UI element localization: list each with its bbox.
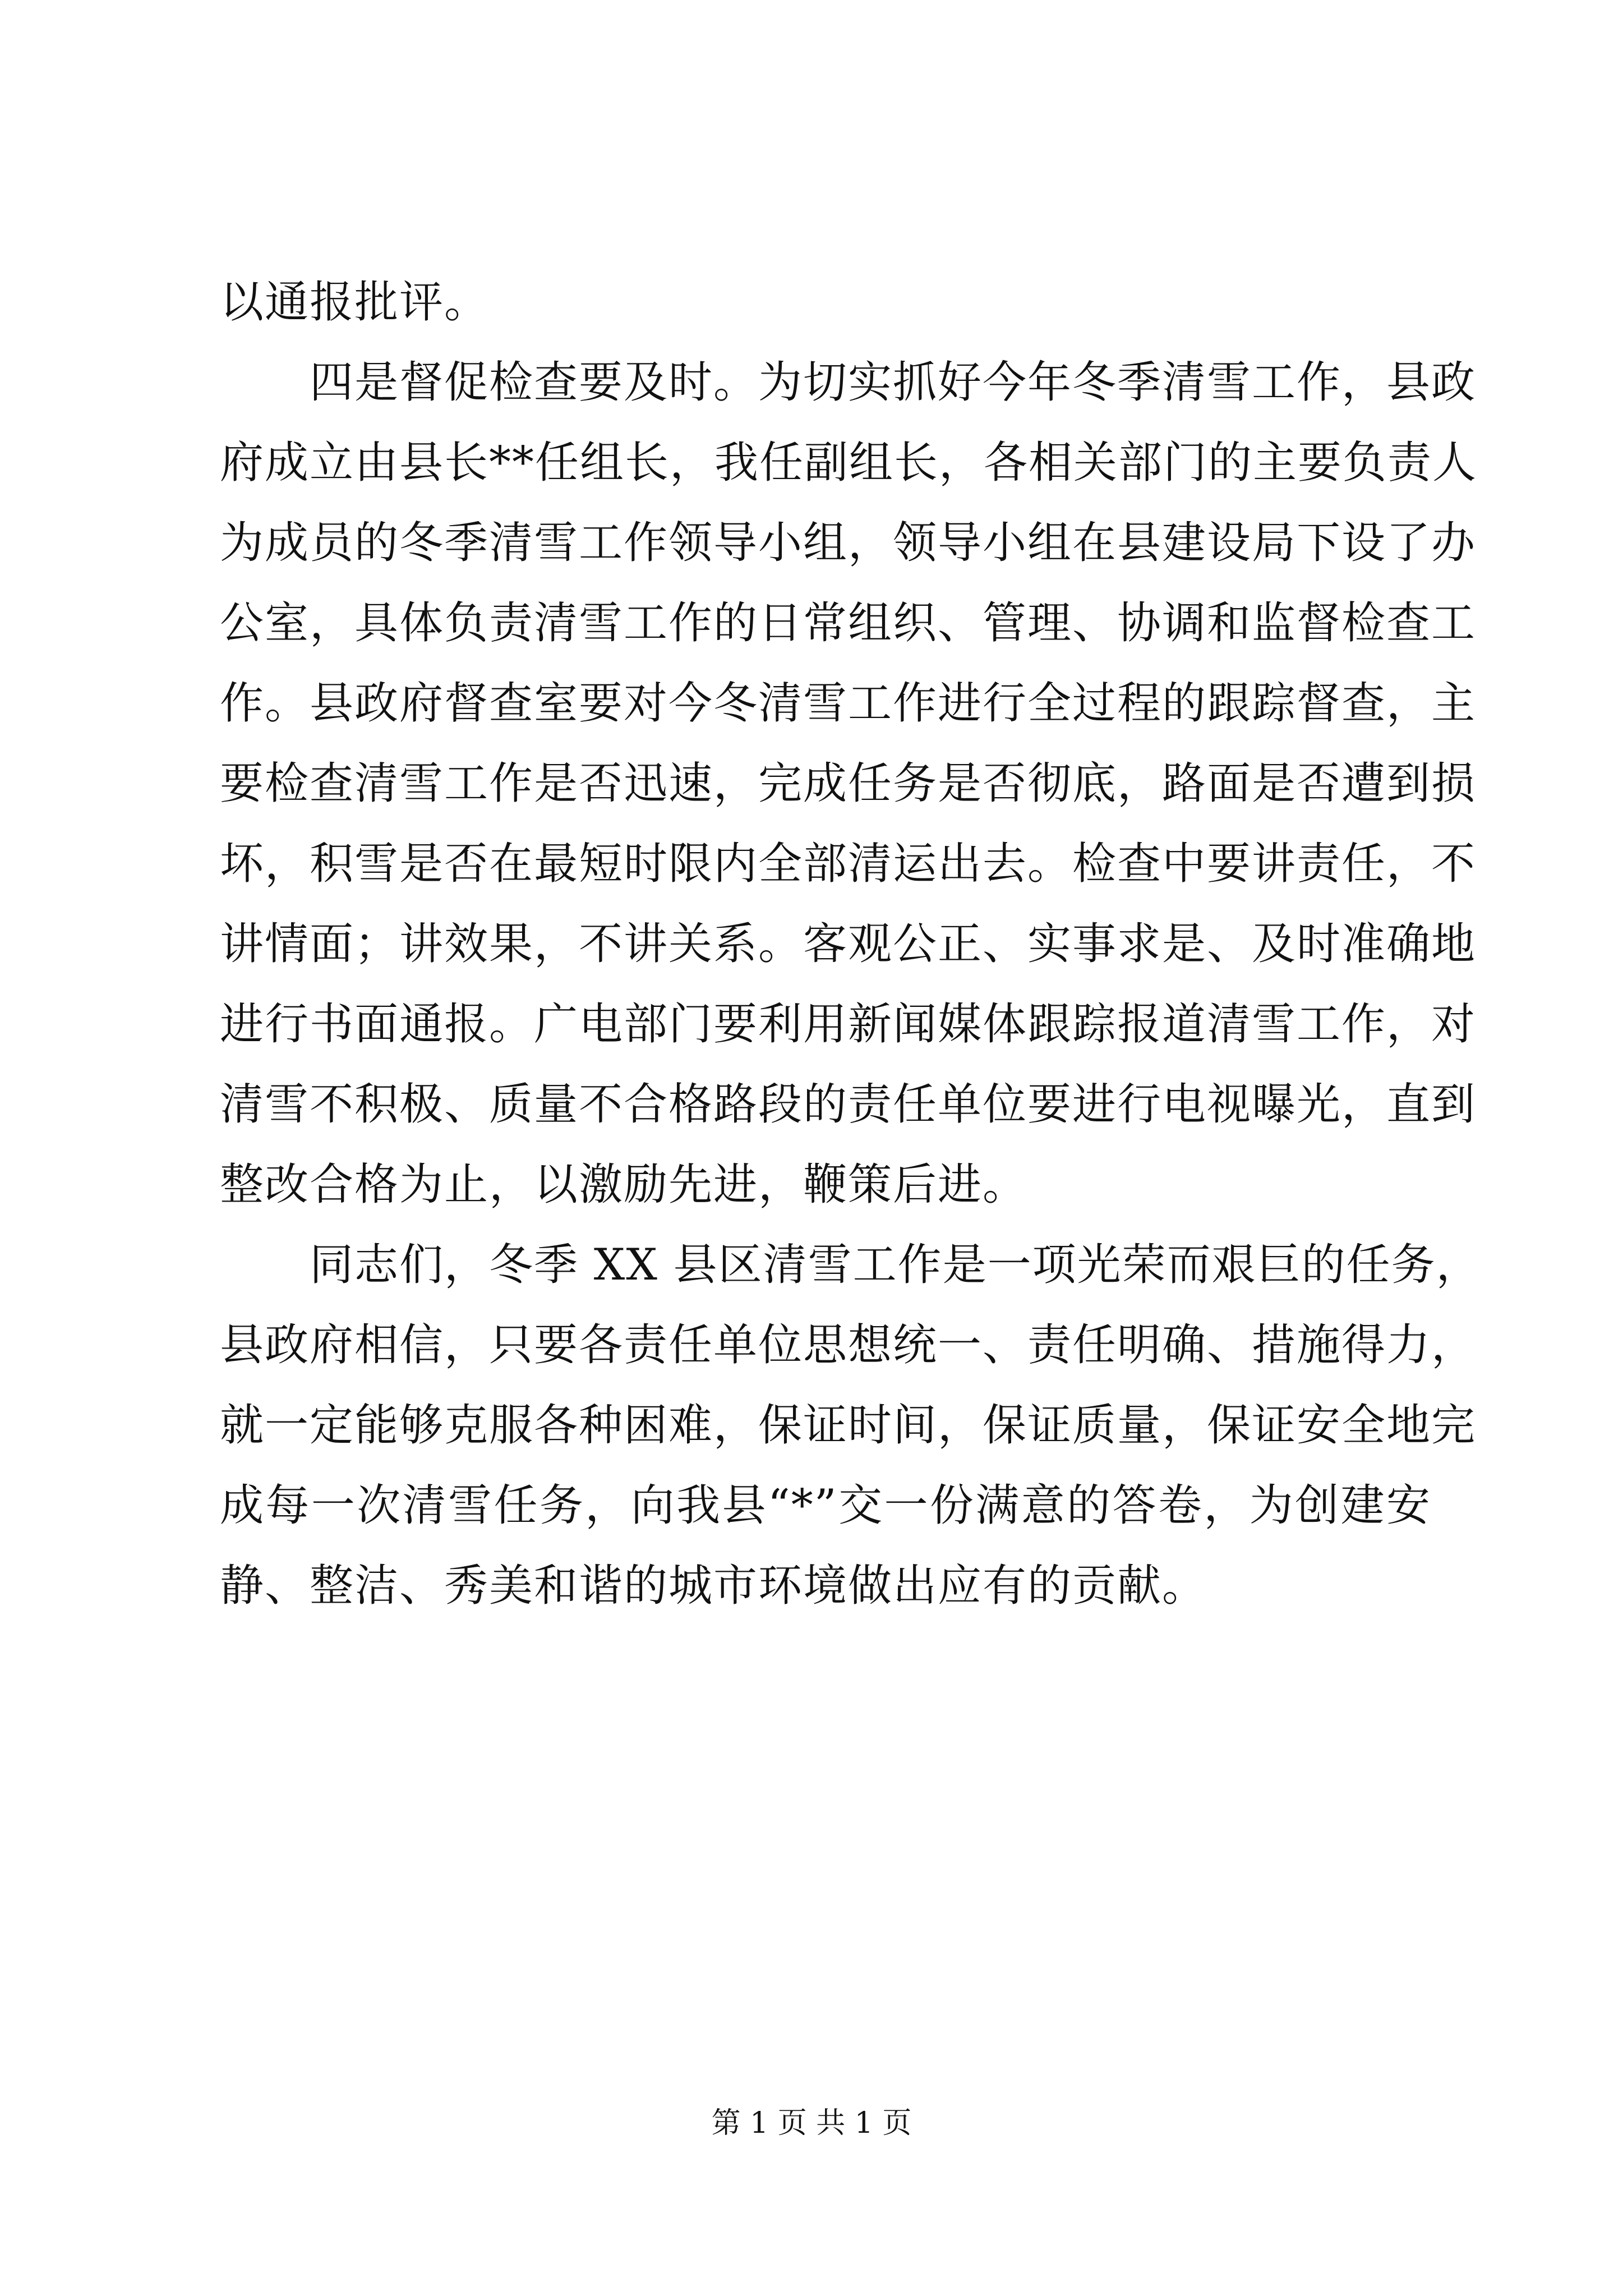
paragraph-3-line-3: 就一定能够克服各种困难，保证时间，保证质量，保证安全地完 bbox=[220, 1400, 1477, 1451]
paragraph-2-line-8: 讲情面；讲效果，不讲关系。客观公正、实事求是、及时准确地 bbox=[220, 919, 1477, 969]
paragraph-2-line-5: 作。县政府督查室要对今冬清雪工作进行全过程的跟踪督查，主 bbox=[220, 678, 1477, 729]
paragraph-2-line-4: 公室，具体负责清雪工作的日常组织、管理、协调和监督检查工 bbox=[220, 598, 1477, 648]
paragraph-2-line-10: 清雪不积极、质量不合格路段的责任单位要进行电视曝光，直到 bbox=[220, 1079, 1477, 1130]
paragraph-3-line-2: 县政府相信，只要各责任单位思想统一、责任明确、措施得力， bbox=[220, 1320, 1477, 1370]
paragraph-2-line-7: 坏，积雪是否在最短时限内全部清运出去。检查中要讲责任，不 bbox=[220, 839, 1477, 889]
paragraph-3-line-5: 静、整洁、秀美和谐的城市环境做出应有的贡献。 bbox=[220, 1561, 1207, 1611]
paragraph-2-line-11: 整改合格为止，以激励先进，鞭策后进。 bbox=[220, 1159, 1028, 1210]
page-footer bbox=[0, 2101, 1623, 2146]
paragraph-3-line-4: 成每一次清雪任务，向我县“*”交一份满意的答卷，为创建安 bbox=[220, 1480, 1431, 1531]
paragraph-2-line-6: 要检查清雪工作是否迅速，完成任务是否彻底，路面是否遭到损 bbox=[220, 758, 1477, 809]
paragraph-2-line-9: 进行书面通报。广电部门要利用新闻媒体跟踪报道清雪工作，对 bbox=[220, 999, 1477, 1050]
paragraph-1-line-1: 以通报批评。 bbox=[220, 277, 490, 328]
document-body bbox=[220, 263, 1481, 1626]
paragraph-2-line-3: 为成员的冬季清雪工作领导小组，领导小组在县建设局下设了办 bbox=[220, 518, 1477, 568]
paragraph-3-line-1: 同志们，冬季 XX 县区清雪工作是一项光荣而艰巨的任务， bbox=[310, 1240, 1481, 1290]
paragraph-2-line-1: 四是督促检查要及时。为切实抓好今年冬季清雪工作，县政 bbox=[310, 357, 1477, 408]
paragraph-2-line-2: 府成立由县长**任组长，我任副组长，各相关部门的主要负责人 bbox=[220, 438, 1478, 488]
page-number-indicator: 第 1 页 共 1 页 bbox=[711, 2106, 912, 2140]
